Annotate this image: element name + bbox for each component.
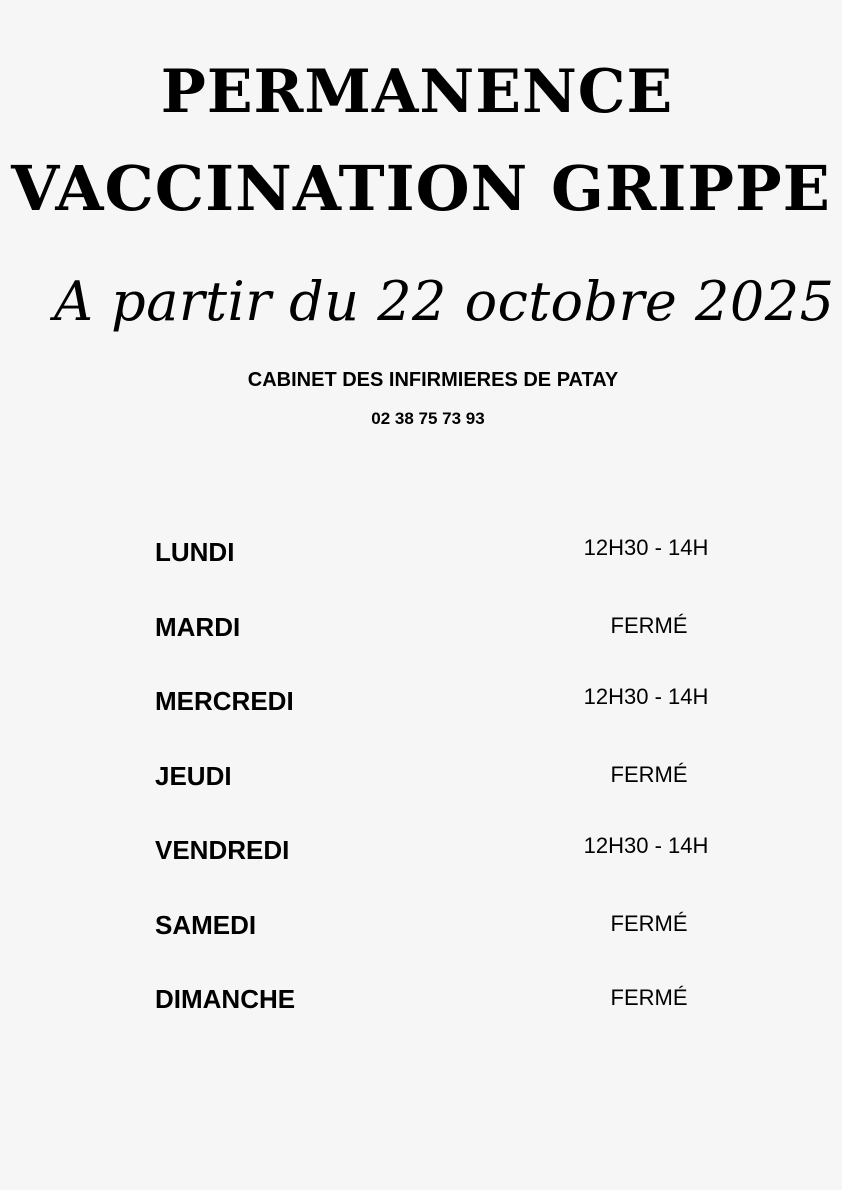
start-date: A partir du 22 octobre 2025 <box>54 270 835 333</box>
hours-value: 12H30 - 14H <box>583 535 709 560</box>
title-line-1: PERMANENCE <box>160 57 674 127</box>
day-label: JEUDI <box>155 760 232 791</box>
title-line-2: VACCINATION GRIPPE <box>11 152 831 225</box>
schedule-row-samedi <box>155 903 755 978</box>
schedule-row-vendredi <box>155 828 755 903</box>
day-label: SAMEDI <box>155 909 257 940</box>
schedule-row-jeudi <box>155 754 755 829</box>
hours-value: FERMÉ <box>610 612 688 638</box>
schedule-row-mardi <box>155 605 755 680</box>
schedule-row-mercredi <box>155 679 755 754</box>
hours-value: FERMÉ <box>610 910 688 936</box>
day-label: MERCREDI <box>155 686 294 716</box>
day-label: DIMANCHE <box>155 984 296 1014</box>
day-label: VENDREDI <box>155 835 290 865</box>
schedule-list <box>155 530 755 1052</box>
schedule-row-lundi <box>155 530 755 605</box>
hours-value: 12H30 - 14H <box>583 833 709 858</box>
day-label: LUNDI <box>155 537 235 567</box>
day-label: MARDI <box>155 611 241 642</box>
hours-value: FERMÉ <box>610 985 688 1010</box>
hours-value: FERMÉ <box>610 761 688 787</box>
hours-value: 12H30 - 14H <box>583 684 709 709</box>
schedule-row-dimanche <box>155 977 755 1052</box>
cabinet-name: CABINET DES INFIRMIERES DE PATAY <box>247 369 619 391</box>
phone-number: 02 38 75 73 93 <box>371 409 485 428</box>
